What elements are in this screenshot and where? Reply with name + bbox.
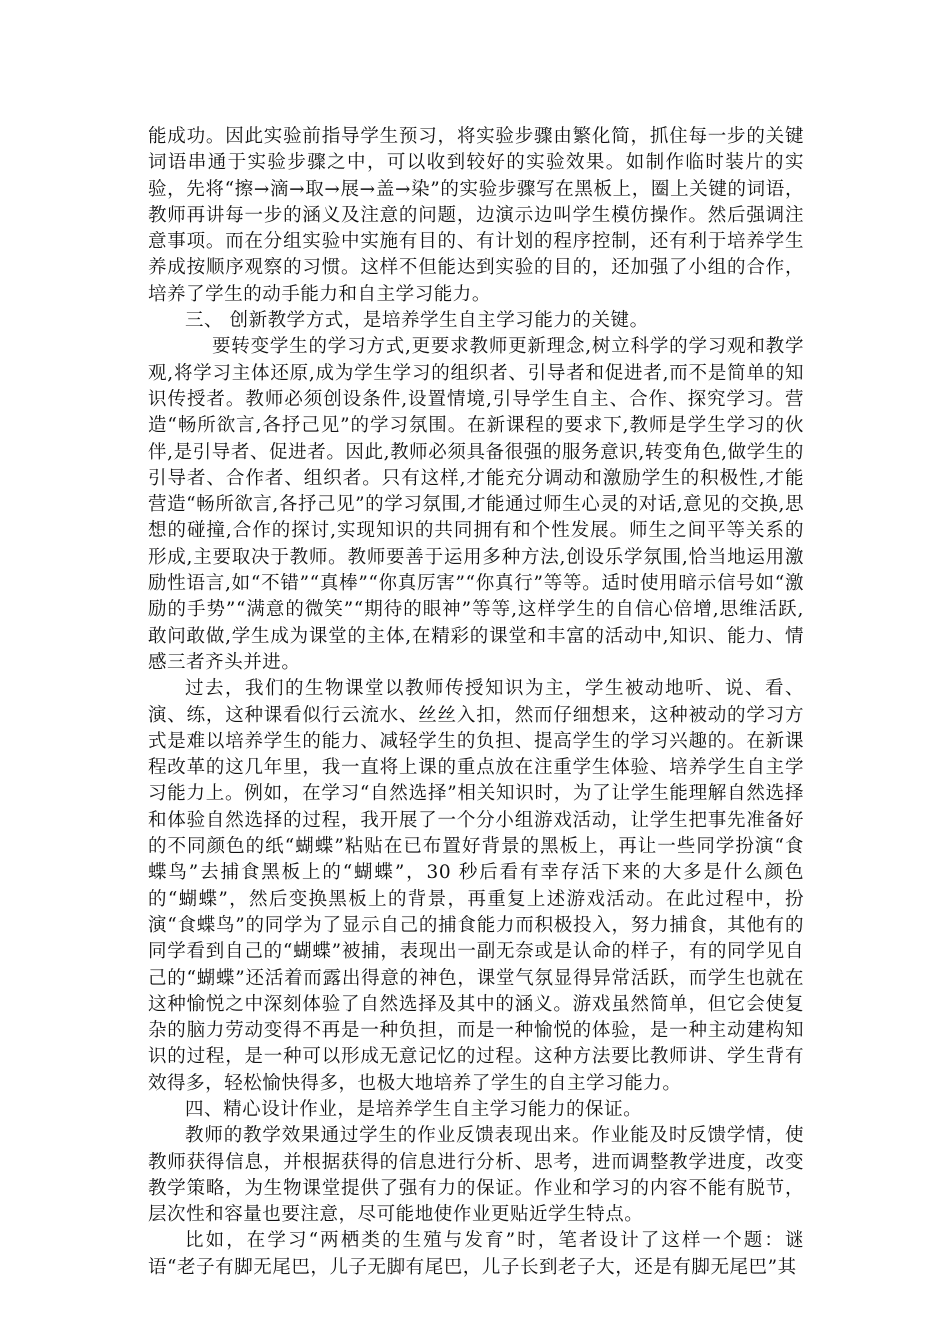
section-heading-4: 四、精心设计作业，是培养学生自主学习能力的保证。 <box>185 1098 643 1120</box>
paragraph-teaching-method: 要转变学生的学习方式,更要求教师更新理念,树立科学的学习观和教学观,将学习主体还原,成为学生学习的组织者、引导者和促进者,而不是简单的知识传授者。教师必须创设条件,设置情境,引导学生自主、合作、探究学习。营造“畅所欲言,各抒己见”的学习氛围。在新课程的要求下,教师是学生学习的伙伴,是引导者、促进者。因此,教师必须具备很强的服务意识,转变角色,做学生的引导者、合作者、组织者。只有这样,才能充分调动和激励学生的积极性,才能营造“畅所欲言,各抒己见”的学习氛围,才能通过师生心灵的对话,意见的交换,思想的碰撞,合作的探讨,实现知识的共同拥有和个性发展。师生之间平等关系的形成,主要取决于教师。教师要善于运用多种方法,创设乐学氛围,恰当地运用激励性语言,如“不错”“真棒”“你真厉害”“你真行”等等。适时使用暗示信号如“激励的手势”“满意的微笑”“期待的眼神”等等,这样学生的自信心倍增,思维活跃,敢问敢做,学生成为课堂的主体,在精彩的课堂和丰富的活动中,知识、能力、情感三者齐头并进。 <box>148 336 804 673</box>
section-heading-3: 三、 创新教学方式，是培养学生自主学习能力的关键。 <box>185 310 649 332</box>
paragraph-homework-feedback: 教师的教学效果通过学生的作业反馈表现出来。作业能及时反馈学情，使教师获得信息，并根据获得的信息进行分析、思考，进而调整教学进度，改变教学策略，为生物课堂提供了强有力的保证。作业和学习的内容不能有脱节，层次性和容量也要注意，尽可能地使作业更贴近学生特点。 <box>148 1125 804 1226</box>
paragraph-riddle-example: 比如，在学习“两栖类的生殖与发育”时，笔者设计了这样一个题：谜语“老子有脚无尾巴，儿子无脚有尾巴，儿子长到老子大，还是有脚无尾巴”其 <box>148 1230 804 1278</box>
document-body <box>148 124 804 1281</box>
paragraph-experiment-continued: 能成功。因此实验前指导学生预习，将实验步骤由繁化简，抓住每一步的关键词语串通于实验步骤之中，可以收到较好的实验效果。如制作临时装片的实验，先将“擦→滴→取→展→盖→染”的实验步骤写在黑板上，圈上关键的词语，教师再讲每一步的涵义及注意的问题，边演示边叫学生模仿操作。然后强调注意事项。而在分组实验中实施有目的、有计划的程序控制，还有利于培养学生养成按顺序观察的习惯。这样不但能达到实验的目的，还加强了小组的合作，培养了学生的动手能力和自主学习能力。 <box>148 126 804 305</box>
paragraph-biology-class-example: 过去，我们的生物课堂以教师传授知识为主，学生被动地听、说、看、演、练，这种课看似行云流水、丝丝入扣，然而仔细想来，这种被动的学习方式是难以培养学生的能力、减轻学生的负担、提高学生的学习兴趣的。在新课程改革的这几年里，我一直将上课的重点放在注重学生体验、培养学生自主学习能力上。例如，在学习“自然选择”相关知识时，为了让学生能理解自然选择和体验自然选择的过程，我开展了一个分小组游戏活动，让学生把事先准备好的不同颜色的纸“蝴蝶”粘贴在已布置好背景的黑板上，再让一些同学扮演“食蝶鸟”去捕食黑板上的“蝴蝶”，30 秒后看有幸存活下来的大多是什么颜色的“蝴蝶”，然后变换黑板上的背景，再重复上述游戏活动。在此过程中，扮演“食蝶鸟”的同学为了显示自己的捕食能力而积极投入，努力捕食，其他有的同学看到自己的“蝴蝶”被捕，表现出一副无奈或是认命的样子，有的同学见自己的“蝴蝶”还活着而露出得意的神色，课堂气氛显得异常活跃，而学生也就在这种愉悦之中深刻体验了自然选择及其中的涵义。游戏虽然简单，但它会使复杂的脑力劳动变得不再是一种负担，而是一种愉悦的体验，是一种主动建构知识的过程，是一种可以形成无意记忆的过程。这种方法要比教师讲、学生背有效得多，轻松愉快得多，也极大地培养了学生的自主学习能力。 <box>148 678 804 1094</box>
